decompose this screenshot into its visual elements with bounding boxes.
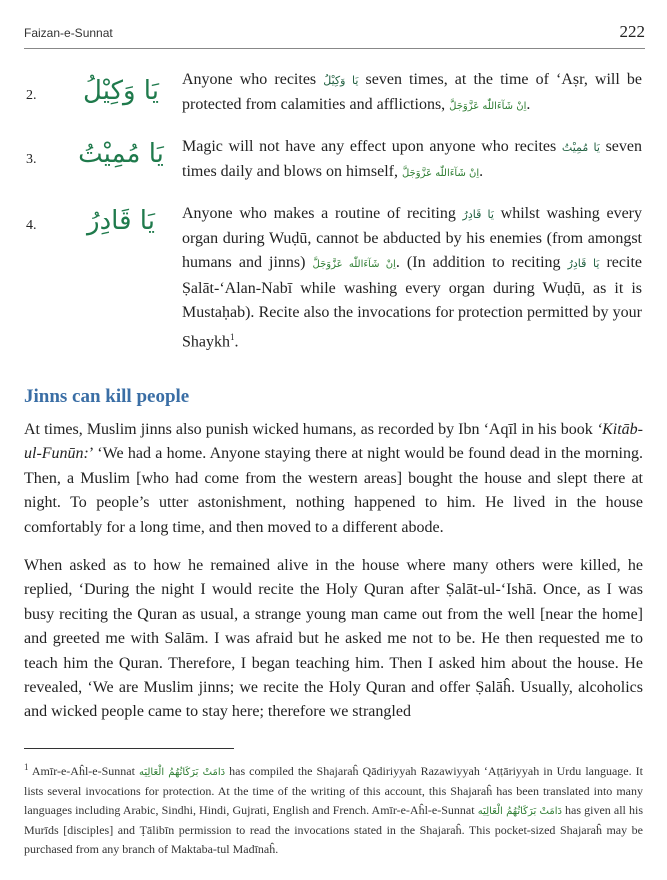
- page-number: 222: [619, 22, 645, 41]
- inshaallah-phrase: اِنْ شَآءَاللّٰه عَزَّوَجَلَّ: [312, 259, 396, 270]
- entry-number: 2.: [26, 88, 37, 103]
- inshaallah-phrase: اِنْ شَآءَاللّٰه عَزَّوَجَلَّ: [449, 101, 527, 112]
- honorific-phrase: دَامَتْ بَرَكَاتُهُمُ الْعَالِيَه: [477, 806, 562, 817]
- inline-arabic-name: يَا مُمِيْتُ: [561, 141, 600, 154]
- book-title: Faizan-e-Sunnat: [24, 26, 113, 40]
- book-title-italic: ‘Kitāb-ul-Funūn:: [24, 421, 643, 463]
- footnote-marker: 1: [24, 762, 29, 772]
- arabic-divine-name: يَا وَكِيْلُ: [83, 76, 159, 106]
- inline-arabic-name: يَا وَكِيْلُ: [323, 74, 359, 87]
- arabic-divine-name: يَا مُمِيْتُ: [78, 139, 164, 169]
- arabic-divine-name: يَا قَادِرُ: [87, 206, 155, 236]
- inshaallah-phrase: اِنْ شَآءَاللّٰه عَزَّوَجَلَّ: [401, 168, 480, 179]
- entry-text: Anyone who recites يَا وَكِيْلُ seven times, at the time of ‘Aṣr, will be protected from calamities and afflictions, اِنْ شَآءَاللّٰه عَزَّوَجَلَّ.: [182, 71, 642, 113]
- footnote-reference[interactable]: 1: [230, 332, 235, 342]
- section-heading: Jinns can kill people: [24, 386, 190, 407]
- entry-text: Magic will not have any effect upon anyone who recites يَا مُمِيْتُ seven times daily and blows on himself, اِنْ شَآءَاللّٰه عَزَّوَجَلَّ.: [182, 138, 642, 180]
- honorific-phrase: دَامَتْ بَرَكَاتُهُمُ الْعَالِيَه: [138, 767, 226, 778]
- entry-text: Anyone who makes a routine of reciting يَا قَادِرُ whilst washing every organ during Wuḍū, cannot be abducted by his enemies (from amongst humans and jinns) اِنْ شَآءَاللّٰه عَزَّوَجَلَّ. (In addition to reciting يَا قَادِرُ recite Ṣalāt-‘Alan-Nabī while washing every organ during Wuḍū, as it is Mustaḥab). Recite also the invocations for protection permitted by your Shaykh$^1$.: [182, 205, 642, 351]
- inline-arabic-name: يَا قَادِرُ: [462, 208, 494, 221]
- running-header: [24, 22, 645, 49]
- entry-number: 3.: [26, 152, 37, 167]
- footnote-divider: [24, 748, 234, 749]
- paragraph-1: At times, Muslim jinns also punish wicked humans, as recorded by Ibn ‘Aqīl in his book ‘Kitāb-ul-Funūn:’ ‘We had a home. Anyone staying there at night would be found dead in the morning. Then, a Muslim [who had come from the western areas] bought the house and slept there at night. To people’s utter astonishment, nothing happened to him. He lived in the house comfortably for a long time, and then moved to a different abode.: [24, 421, 643, 536]
- footnote: $^1$ Amīr-e-Aĥl-e-Sunnat دَامَتْ بَرَكَاتُهُمُ الْعَالِيَه has compiled the Shajaraĥ Qādiriyyah Razawiyyah ‘Aṭṭāriyyah in Urdu language. It lists several invocations for protection. At the time of the writing of this account, this Shajaraĥ has been translated into many languages including Arabic, Sindhi, Hindi, Gujrati, English and French. Amīr-e-Aĥl-e-Sunnat دَامَتْ بَرَكَاتُهُمُ الْعَالِيَه has given all his Murīds [disciples] and Ṭālibīn permission to read the invocations stated in the Shajaraĥ. This pocket-sized Shajaraĥ may be purchased from any branch of Maktaba-tul Madīnaĥ.: [24, 762, 643, 856]
- entry-number: 4.: [26, 218, 37, 233]
- inline-arabic-name: يَا قَادِرُ: [567, 257, 600, 270]
- paragraph-2: When asked as to how he remained alive in the house where many others were killed, he replied, ‘During the night I would recite the Holy Quran after Ṣalāt-ul-‘Ishā. Once, as I was busy reciting the Quran as usual, a strange young man came out from the well [near the home] and greeted me with Salām. I was afraid but he asked me not to be. He then requested me to teach him the Quran. Therefore, I began teaching him. Then I asked him about the house. He revealed, ‘We are Muslim jinns; we recite the Holy Quran and offer Ṣalāĥ. Usually, alcoholics and wicked people came to stay here; therefore we strangled: [24, 557, 643, 721]
